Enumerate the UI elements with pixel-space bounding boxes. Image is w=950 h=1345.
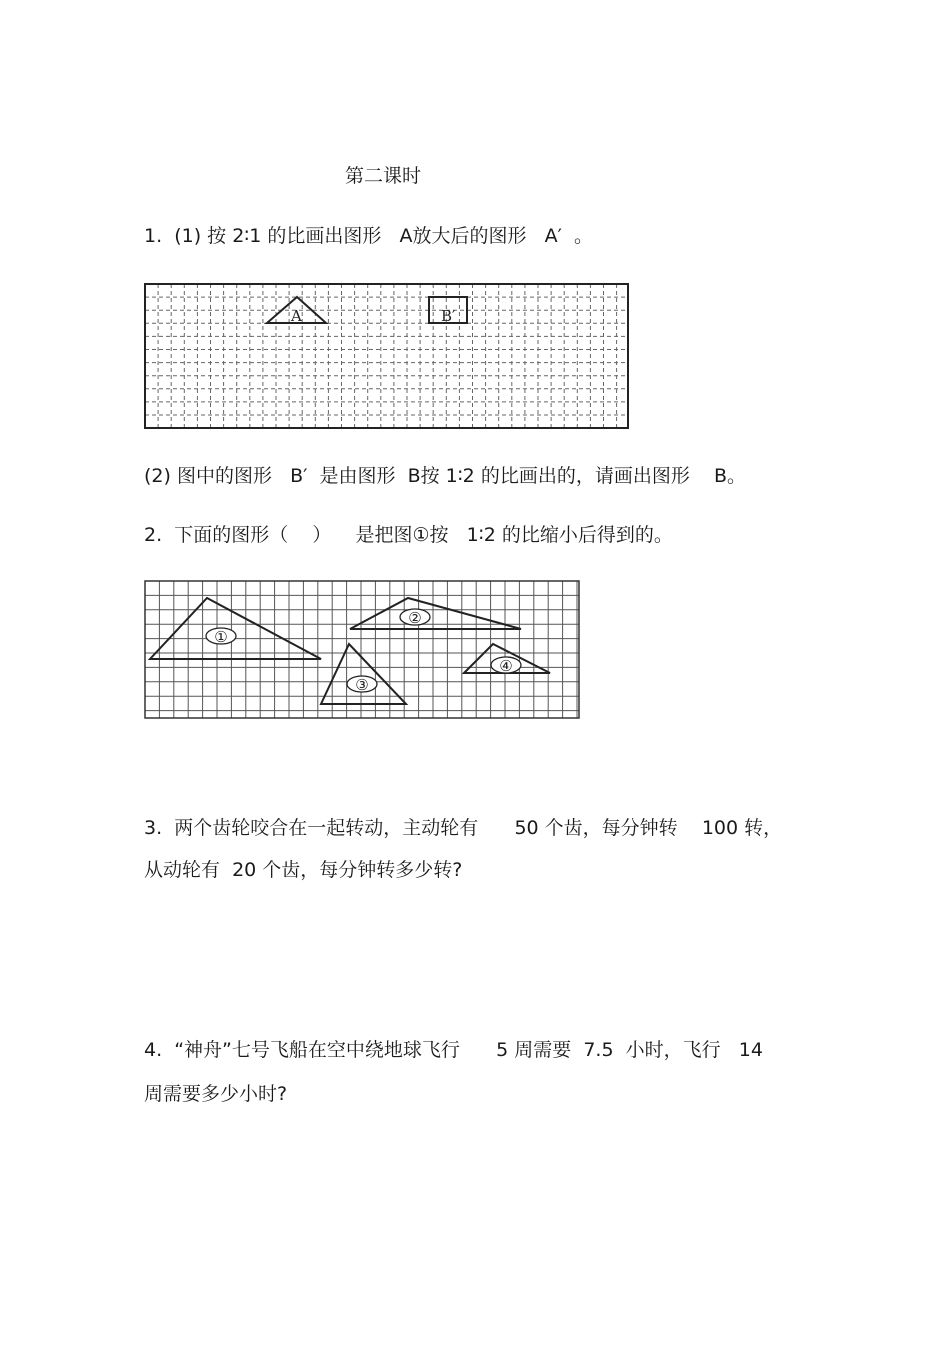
- grid-figure-1: [140, 278, 634, 434]
- question-2-text: 2. 下面的图形（ ） 是把图①按 1∶2 的比缩小后得到的。: [144, 524, 673, 546]
- question-4-line-2: 周需要多少小时?: [144, 1083, 288, 1105]
- question-3-line-2: 从动轮有 20 个齿，每分钟转多少转?: [144, 859, 463, 881]
- label-circled-4: ④: [499, 657, 513, 675]
- label-circled-2: ②: [408, 609, 422, 627]
- question-1-part-1: 1. (1) 按 2∶1 的比画出图形 A放大后的图形 A′ 。: [144, 225, 593, 247]
- question-4-line-1: 4. “神舟”七号飞船在空中绕地球飞行 5 周需要 7.5 小时，飞行 14: [144, 1039, 763, 1061]
- label-a: A: [291, 307, 302, 325]
- question-1-part-2: (2) 图中的图形 B′ 是由图形 B按 1∶2 的比画出的，请画出图形 B。: [144, 465, 747, 487]
- label-circled-1: ①: [214, 628, 228, 646]
- question-3-line-1: 3. 两个齿轮咬合在一起转动，主动轮有 50 个齿，每分钟转 100 转，: [144, 817, 783, 839]
- grid-figure-2: [140, 576, 584, 724]
- label-b-prime: B′: [441, 307, 456, 325]
- page-title: 第二课时: [345, 165, 422, 187]
- triangle-1: [150, 598, 321, 659]
- label-circled-3: ③: [355, 676, 369, 694]
